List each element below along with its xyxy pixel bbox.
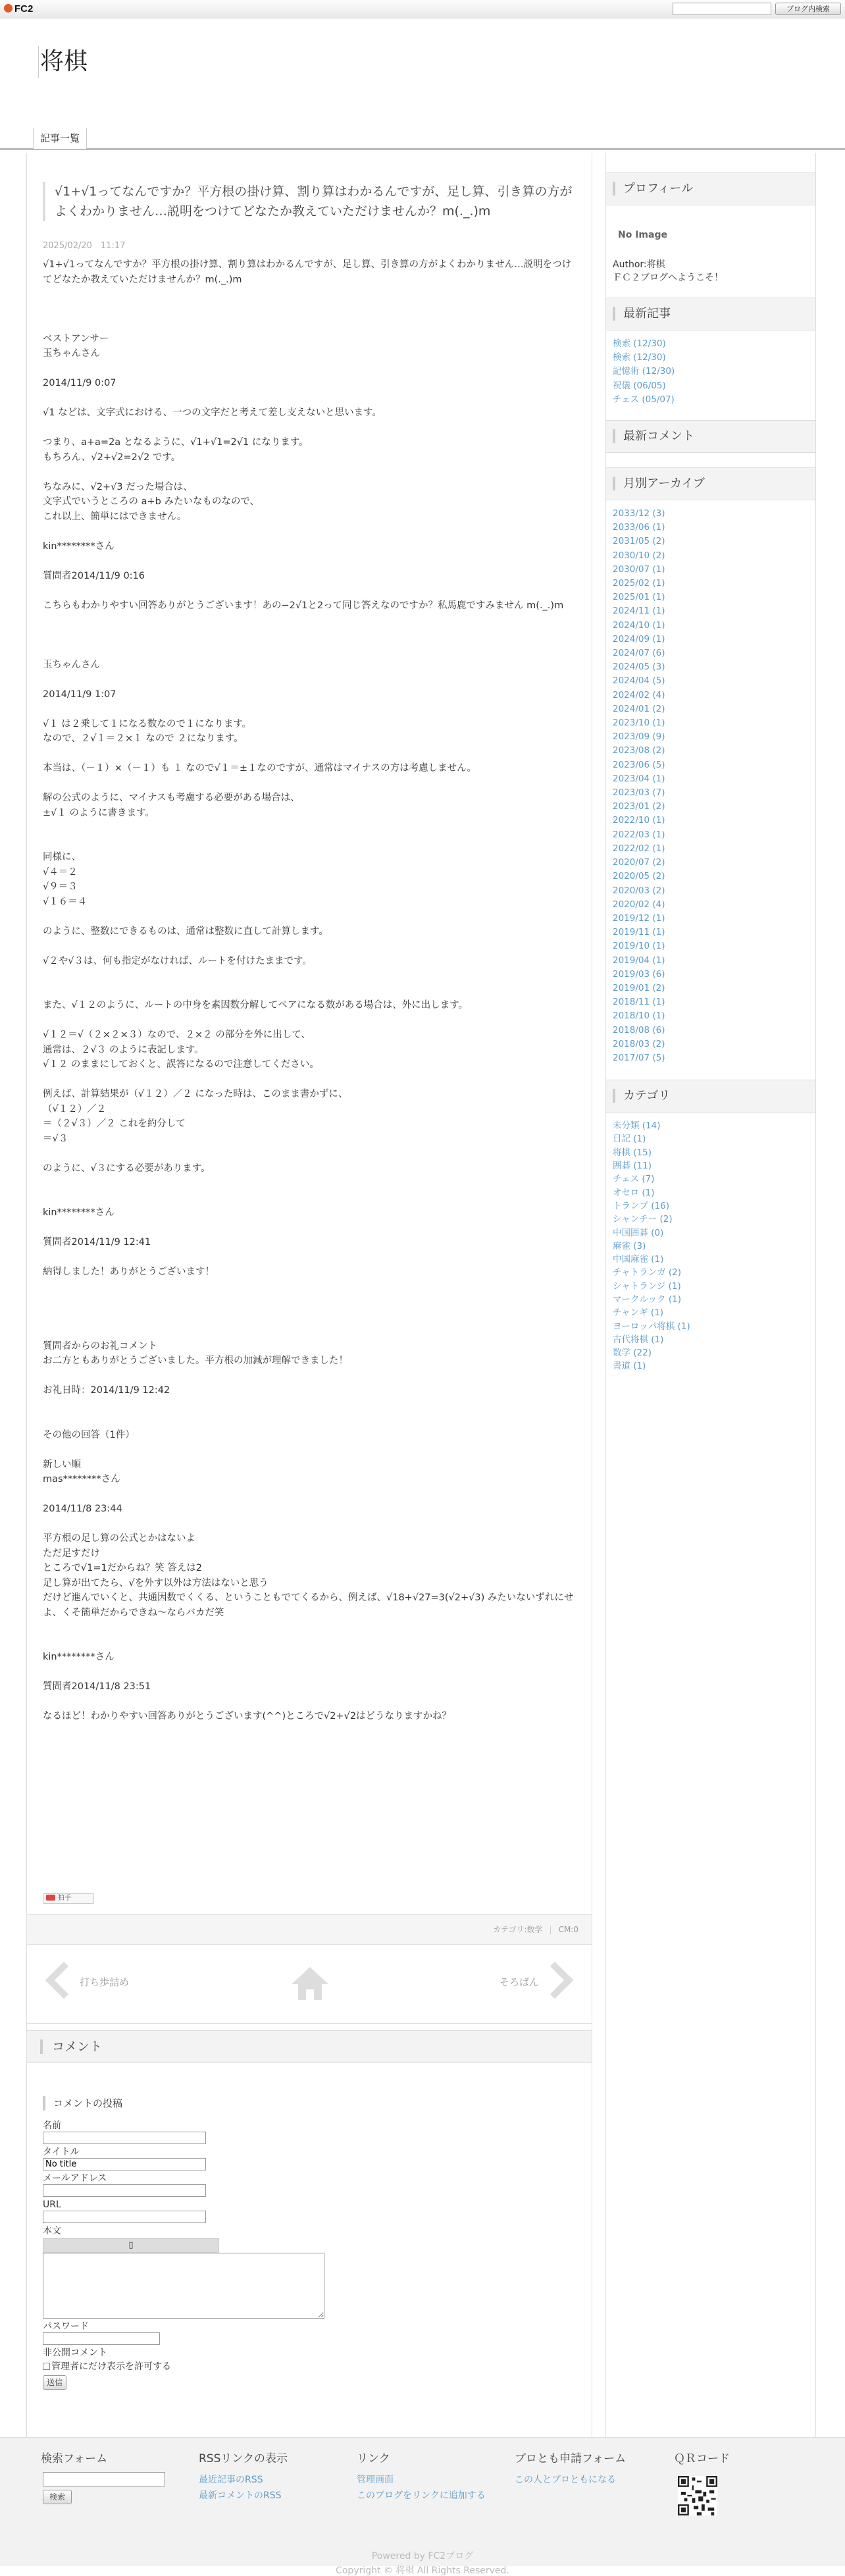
archive-link[interactable]: 2018/08 (6)	[613, 1024, 665, 1036]
sidebar	[605, 153, 816, 2437]
archive-link[interactable]: 2023/08 (2)	[613, 745, 665, 756]
recent-entries-list	[606, 330, 815, 412]
footer	[0, 2437, 845, 2566]
category-link[interactable]: トランプ (16)	[613, 1200, 670, 1211]
entry-footer	[27, 1914, 592, 1945]
category-link[interactable]: 古代将棋 (1)	[613, 1334, 664, 1345]
footer-qr-col	[674, 2451, 730, 2467]
archive-link[interactable]: 2025/02 (1)	[613, 578, 665, 589]
archive-link[interactable]: 2025/01 (1)	[613, 592, 665, 603]
category-link[interactable]: 書道 (1)	[613, 1361, 646, 1372]
name-input[interactable]	[43, 2132, 206, 2144]
archive-link[interactable]: 2019/11 (1)	[613, 927, 665, 938]
archive-link[interactable]: 2033/12 (3)	[613, 508, 665, 519]
chevron-right-icon[interactable]	[536, 1962, 574, 1999]
toolbar-search-input[interactable]	[673, 3, 771, 15]
profile-head: プロフィール	[606, 172, 815, 205]
category-link[interactable]: チャトランガ (2)	[613, 1267, 682, 1278]
archive-head: 月別アーカイブ	[606, 467, 815, 500]
entry-title: √1+√1ってなんですか？平方根の掛け算、割り算はわかるんですが、足し算、引き算の方がよくわかりません…説明をつけてどなたか教えていただけませんか？m(._.)m	[43, 182, 575, 221]
submit-comment-button[interactable]: 送信	[43, 2375, 66, 2390]
category-link[interactable]: シャトランジ (1)	[613, 1280, 681, 1292]
archive-link[interactable]: 2023/03 (7)	[613, 787, 665, 799]
body-label: 本文	[43, 2226, 61, 2236]
recent-entry-link[interactable]: 祝儀 (06/05)	[613, 380, 666, 391]
qr-code-icon	[678, 2476, 717, 2515]
rss-entries-link[interactable]: 最近記事のRSS	[199, 2475, 263, 2485]
archive-link[interactable]: 2024/04 (5)	[613, 675, 665, 687]
category-link[interactable]: 中国囲碁 (0)	[613, 1227, 664, 1238]
profile-greeting: ＦＣ２ブログへようこそ！	[613, 273, 723, 283]
archive-link[interactable]: 2023/09 (9)	[613, 731, 665, 743]
archive-link[interactable]: 2018/11 (1)	[613, 997, 665, 1008]
url-input[interactable]	[43, 2211, 206, 2223]
footer-friend-col	[515, 2451, 646, 2486]
clap-icon	[46, 1895, 55, 1901]
entry-cm-link[interactable]: CM:0	[558, 1925, 578, 1934]
archive-link[interactable]: 2020/03 (2)	[613, 885, 665, 896]
email-label: メールアドレス	[43, 2173, 107, 2184]
category-link[interactable]: 中国麻雀 (1)	[613, 1254, 664, 1265]
blog-search-button[interactable]: ブログ内検索	[775, 3, 841, 15]
archive-link[interactable]: 2022/02 (1)	[613, 843, 665, 854]
category-link[interactable]: シャンチー (2)	[613, 1214, 673, 1225]
archive-link[interactable]: 2024/11 (1)	[613, 606, 665, 617]
archive-link[interactable]: 2030/10 (2)	[613, 550, 665, 561]
copyright-text: Copyright © 将棋 All Rights Reserved.	[336, 2565, 509, 2576]
archive-link[interactable]: 2022/10 (1)	[613, 815, 665, 826]
fc2-logo-icon	[4, 4, 13, 13]
global-nav	[0, 104, 845, 150]
archive-link[interactable]: 2031/05 (2)	[613, 536, 665, 547]
category-link[interactable]: 囲碁 (11)	[613, 1161, 652, 1172]
footer-qr-head: ＱＲコード	[674, 2452, 730, 2465]
fc2-logo[interactable]: FC2	[4, 3, 33, 14]
recent-entry-link[interactable]: 記憶術 (12/30)	[613, 366, 675, 377]
category-head: カテゴリ	[606, 1080, 815, 1113]
footer-search-input[interactable]	[43, 2472, 165, 2486]
add-link-link[interactable]: このブログをリンクに追加する	[357, 2490, 486, 2501]
entry-pager	[27, 1945, 592, 2024]
archive-link[interactable]: 2019/12 (1)	[613, 912, 665, 924]
private-comment-label: 非公開コメント	[43, 2348, 107, 2358]
password-input[interactable]	[43, 2332, 160, 2345]
footer-search-head: 検索フォーム	[41, 2452, 108, 2465]
category-link[interactable]: 麻雀 (3)	[613, 1240, 646, 1251]
recent-entry-link[interactable]: 検索 (12/30)	[613, 338, 666, 349]
blog-title[interactable]: 将棋	[38, 46, 88, 78]
category-link[interactable]: 未分類 (14)	[613, 1120, 661, 1132]
archive-link[interactable]: 2020/02 (4)	[613, 899, 665, 910]
document-icon[interactable]: ▯	[128, 2240, 134, 2250]
category-link[interactable]: ヨーロッパ将棋 (1)	[613, 1321, 690, 1332]
entry-category-link[interactable]: カテゴリ:数学	[492, 1925, 543, 1934]
footer-rss-col	[199, 2451, 330, 2502]
comment-form	[43, 2096, 372, 2390]
entry-body: √1+√1ってなんですか？平方根の掛け算、割り算はわかるんですが、足し算、引き算の方がよくわかりません…説明をつけてどなたか教えていただけませんか？m(._.)m ベストアンサー 玉ちゃんさん 2014/11/9 0:07 √1 などは、文字式における、一つの文字だと考えて差し支えないと思います。 つまり、a+a=2a となるように、√1+√1=2√1 になります。 もちろん、√2+√2=2√2 です。 ちなみに、√2+√3 だった場合は、 文字式でいうところの a+b みたいなものなので、 これ以上、簡単にはできません。 kin********さん 質問者2014/11/9 0:16 こちらもわかりやすい回答ありがとうございます！あの−2√1と2って同じ答えなのですか？私馬鹿ですみません m(._.)m 玉ちゃんさん 2014/11/9 1:07 √１ は２乗して１になる数なので１になります。 なので、２√１＝２×１ なので ２になります。 本当は、（－１）×（－１）も １ なので√１＝±１なのですが、通常はマイナスの方は考慮しません。 解の公式のように、マイナスも考慮する必要がある場合は、 ±√１ のように書きます。 同様に、 √４＝２ √９＝３ √１６＝４ のように、整数にできるものは、通常は整数に直して計算します。 √２や√３は、何も指定がなければ、ルートを付けたままです。 また、√１２のように、ルートの中身を素因数分解してペアになる数がある場合は、外に出します。 √１２＝√（２×２×３）なので、２×２ の部分を外に出して、 通常は、２√３ のように表記します。 √１２ のままにしておくと、誤答になるので注意してください。 例えば、計算結果が（√１２）／２ になった時は、このまま書かずに、 （√１２）／２ ＝（２√３）／２ これを約分して ＝√３ のように、√３にする必要があります。 kin********さん 質問者2014/11/9 12:41 納得しました！ありがとうございます！ 質問者からのお礼コメント お二方ともありがとうございました。平方根の加減が理解できました！ お礼日時：2014/11/9 12:42 その他の回答（1件） 新しい順 mas********さん 2014/11/8 23:44 平方根の足し算の公式とかはないよ ただ足すだけ ところで√1=1だからね？笑 答えは2 足し算が出てたら、√を外す以外は方法はないと思う だけど進んでいくと、共通因数でくくる、ということもでてくるから、例えば、√18+√27=3(√2+√3) みたいないずれにせよ、くそ簡単だからできね～ならバカだ笑 kin********さん 質問者2014/11/8 23:51 なるほど！わかりやすい回答ありがとうございます(^^)ところで√2+√2はどうなりますかね？	[43, 259, 574, 1722]
comments-section-head: コメント	[27, 2030, 592, 2063]
archive-link[interactable]: 2024/01 (2)	[613, 703, 665, 714]
category-link[interactable]: 日記 (1)	[613, 1134, 646, 1145]
archive-link[interactable]: 2017/07 (5)	[613, 1052, 665, 1063]
footer-separator: |	[549, 1925, 552, 1934]
email-input[interactable]	[43, 2184, 206, 2197]
archive-list	[606, 500, 815, 1070]
category-link[interactable]: 将棋 (15)	[613, 1147, 652, 1158]
url-label: URL	[43, 2199, 61, 2210]
prev-entry-link[interactable]: 打ち歩詰め	[80, 1976, 130, 1988]
rss-comments-link[interactable]: 最新コメントのRSS	[199, 2490, 282, 2501]
archive-link[interactable]: 2019/10 (1)	[613, 941, 665, 952]
footer-search-button[interactable]: 検索	[43, 2490, 72, 2504]
footer-search-col	[41, 2451, 107, 2467]
archive-link[interactable]: 2024/05 (3)	[613, 662, 665, 673]
clap-button[interactable]: 拍手	[43, 1893, 94, 1904]
archive-link[interactable]: 2022/03 (1)	[613, 829, 665, 840]
archive-link[interactable]: 2018/03 (2)	[613, 1038, 665, 1049]
category-link[interactable]: 数学 (22)	[613, 1348, 652, 1359]
editor-toolbar	[43, 2238, 219, 2253]
recent-entry-link[interactable]: 検索 (12/30)	[613, 352, 666, 363]
recent-comments-head: 最新コメント	[606, 420, 815, 453]
title-input[interactable]	[43, 2158, 206, 2170]
blog-header	[0, 18, 845, 104]
footer-rss-head: RSSリンクの表示	[199, 2452, 288, 2465]
entry-date: 2025/02/20 11:17	[43, 241, 126, 251]
archive-link[interactable]: 2024/02 (4)	[613, 689, 665, 700]
footer-links-col	[357, 2451, 488, 2502]
nav-item-archive[interactable]: 記事一覧	[33, 128, 87, 149]
profile-no-image: No Image	[618, 230, 667, 240]
admin-link[interactable]: 管理画面	[357, 2475, 394, 2485]
archive-link[interactable]: 2023/04 (1)	[613, 773, 665, 784]
category-link[interactable]: チャンギ (1)	[613, 1307, 664, 1319]
archive-link[interactable]: 2024/09 (1)	[613, 633, 665, 644]
category-link[interactable]: チェス (7)	[613, 1174, 655, 1185]
archive-link[interactable]: 2018/10 (1)	[613, 1011, 665, 1022]
footer-friend-head: ブロとも申請フォーム	[515, 2452, 627, 2465]
archive-link[interactable]: 2020/05 (2)	[613, 871, 665, 882]
category-link[interactable]: マークルック (1)	[613, 1294, 682, 1305]
password-label: パスワード	[43, 2321, 89, 2332]
archive-link[interactable]: 2019/04 (1)	[613, 955, 665, 966]
archive-link[interactable]: 2033/06 (1)	[613, 522, 665, 533]
recent-entries-head: 最新記事	[606, 298, 815, 330]
category-link[interactable]: オセロ (1)	[613, 1187, 655, 1198]
chevron-left-icon[interactable]	[45, 1962, 83, 1999]
admin-only-checkbox[interactable]	[43, 2363, 50, 2370]
recent-entry-link[interactable]: チェス (05/07)	[613, 394, 675, 405]
title-label: タイトル	[43, 2147, 80, 2157]
archive-link[interactable]: 2019/03 (6)	[613, 968, 665, 980]
next-entry-link[interactable]: そろばん	[499, 1976, 539, 1988]
category-list	[606, 1113, 815, 1379]
profile-author: Author:将棋	[613, 259, 665, 270]
archive-link[interactable]: 2023/01 (2)	[613, 801, 665, 812]
copyright	[0, 2549, 845, 2576]
footer-links-head: リンク	[357, 2452, 390, 2465]
archive-link[interactable]: 2023/06 (5)	[613, 759, 665, 770]
admin-only-label: 管理者にだけ表示を許可する	[51, 2361, 171, 2372]
comment-body-textarea[interactable]	[43, 2253, 324, 2319]
archive-link[interactable]: 2023/10 (1)	[613, 718, 665, 729]
archive-link[interactable]: 2030/07 (1)	[613, 564, 665, 575]
comment-form-head: コメントの投稿	[43, 2096, 372, 2111]
archive-link[interactable]: 2020/07 (2)	[613, 857, 665, 868]
archive-link[interactable]: 2019/01 (2)	[613, 982, 665, 993]
friend-request-link[interactable]: この人とブロともになる	[515, 2475, 616, 2485]
archive-link[interactable]: 2024/07 (6)	[613, 648, 665, 659]
powered-by[interactable]: Powered by FC2ブログ	[371, 2551, 474, 2562]
home-icon[interactable]	[290, 1964, 330, 2001]
fc2-toolbar	[0, 0, 845, 18]
name-label: 名前	[43, 2120, 61, 2131]
main-column	[26, 153, 592, 2437]
archive-link[interactable]: 2024/10 (1)	[613, 619, 665, 631]
